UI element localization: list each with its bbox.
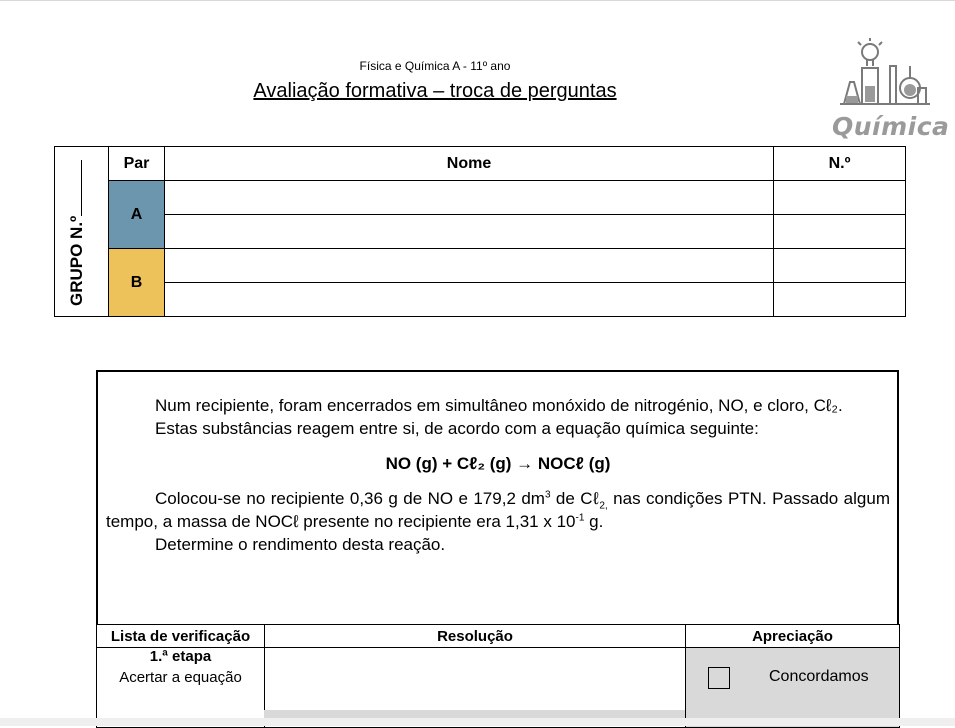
page-title-text: Avaliação formativa – troca de perguntas <box>253 80 617 102</box>
appreciation-header: Apreciação <box>686 625 900 648</box>
bottom-gutter <box>0 718 955 726</box>
stage-1-description: Acertar a equação <box>119 669 242 686</box>
pair-b-cell: B <box>109 249 165 317</box>
group-number-blank[interactable] <box>67 160 82 216</box>
number-field-b2[interactable] <box>774 283 906 317</box>
pair-header: Par <box>109 147 165 181</box>
group-number-cell <box>55 147 109 317</box>
name-field-a1[interactable] <box>165 181 774 215</box>
number-field-a2[interactable] <box>774 215 906 249</box>
number-field-a1[interactable] <box>774 181 906 215</box>
question-paragraph-3: Colocou-se no recipiente 0,36 g de NO e 179,2 $dm^3$ de Cℓ$_{2,}$ nas condições PTN. Passado algum tempo, a massa de NOCℓ presente no recipiente era 1,31 x $10^{-1}$ g. <box>106 489 890 531</box>
question-paragraph-1: Num recipiente, foram encerrados em simultâneo monóxido de nitrogénio, NO, e cloro, Cℓ₂. <box>155 396 843 415</box>
pair-a-cell: A <box>109 181 165 249</box>
name-field-b1[interactable] <box>165 249 774 283</box>
group-number-label: GRUPO N.º <box>67 160 87 306</box>
agree-checkbox[interactable] <box>708 667 730 689</box>
name-field-a2[interactable] <box>165 215 774 249</box>
page-title <box>0 80 870 103</box>
name-header: Nome <box>165 147 774 181</box>
agree-label: Concordamos <box>769 668 869 685</box>
group-table <box>54 146 906 317</box>
number-header: N.º <box>774 147 906 181</box>
question-paragraph-2: Estas substâncias reagem entre si, de acordo com a equação química seguinte: <box>155 419 759 438</box>
chemical-equation: NO (g) + Cℓ₂ (g) → NOCℓ (g) <box>385 454 611 473</box>
stage-1-cell <box>97 648 265 728</box>
resolution-header: Resolução <box>265 625 686 648</box>
question-text <box>106 394 890 556</box>
top-border <box>0 0 955 1</box>
logo-text: Química <box>832 112 950 141</box>
stage-1-label: 1.ª etapa <box>149 648 212 665</box>
name-field-b2[interactable] <box>165 283 774 317</box>
number-field-b1[interactable] <box>774 249 906 283</box>
chemistry-logo <box>832 38 950 148</box>
checklist-header: Lista de verificação <box>97 625 265 648</box>
question-box <box>96 370 899 625</box>
subject-line: Física e Química A - 11º ano <box>359 59 511 73</box>
lab-equipment-icon <box>832 38 940 118</box>
question-paragraph-4: Determine o rendimento desta reação. <box>155 535 446 554</box>
